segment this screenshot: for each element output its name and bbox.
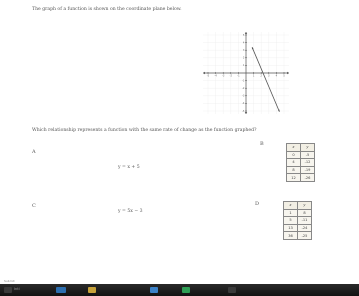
y-axis-arrow: [245, 112, 247, 114]
table-header-y: y: [298, 202, 312, 210]
app-icon[interactable]: [228, 287, 236, 293]
app-icon[interactable]: [56, 287, 66, 293]
table-cell: -26: [301, 174, 315, 182]
y-tick-label: -2: [242, 87, 245, 90]
y-axis-arrow: [245, 32, 247, 34]
y-tick-label: 2: [242, 56, 245, 60]
x-tick-label: 3: [268, 74, 270, 78]
table-cell: 5: [284, 217, 298, 225]
table-header-x: x: [284, 202, 298, 210]
app-icon[interactable]: [182, 287, 190, 293]
choice-b-letter[interactable]: B: [260, 141, 264, 147]
table-cell: -11: [298, 217, 312, 225]
x-tick-label: 1: [252, 74, 255, 78]
x-tick-label: -1: [237, 74, 240, 78]
y-tick-label: -1: [242, 79, 245, 83]
browser-icon[interactable]: [150, 287, 158, 293]
table-cell: 36: [284, 232, 298, 240]
choice-c-equation: y = 5x − 3: [118, 209, 143, 214]
y-tick-label: -5: [242, 109, 245, 113]
table-cell: 8: [298, 209, 312, 217]
x-axis-arrow: [203, 72, 205, 74]
taskbar-label: Intl: [14, 287, 20, 291]
table-cell: -19: [301, 166, 315, 174]
table-row: [287, 166, 315, 174]
choice-d-letter[interactable]: D: [255, 201, 260, 207]
table-cell: -24: [298, 224, 312, 232]
x-tick-label: -3: [222, 74, 225, 78]
table-header-row: [287, 144, 315, 152]
choice-b-table: [286, 143, 315, 182]
choice-a-equation: y = x + 5: [118, 165, 140, 170]
question-prompt: Which relationship represents a function with the same rate of change as the function graphed?: [32, 128, 257, 133]
y-tick-label: -3: [242, 94, 245, 98]
table-row: [284, 217, 312, 225]
x-tick-label: 2: [260, 74, 262, 78]
table-header-row: [284, 202, 312, 210]
x-tick-label: -4: [214, 74, 217, 78]
coordinate-plane: [200, 30, 292, 116]
x-axis-arrow: [287, 72, 289, 74]
y-tick-label: 4: [242, 41, 245, 45]
table-cell: 1: [284, 209, 298, 217]
table-header-x: x: [287, 144, 301, 152]
table-cell: -12: [301, 159, 315, 167]
x-tick-label: 5: [283, 74, 285, 78]
y-tick-label: 1: [242, 64, 245, 68]
table-row: [287, 159, 315, 167]
choice-d-table: [283, 201, 312, 240]
coordinate-graph: [200, 30, 292, 116]
taskbar: [0, 284, 359, 296]
folder-icon[interactable]: [88, 287, 96, 293]
submit-button[interactable]: Submit: [4, 279, 15, 283]
table-row: [287, 151, 315, 159]
x-tick-label: -2: [229, 74, 232, 78]
table-cell: 0: [287, 151, 301, 159]
table-cell: 13: [284, 224, 298, 232]
table-cell: 12: [287, 174, 301, 182]
table-cell: -25: [298, 232, 312, 240]
table-row: [284, 209, 312, 217]
choice-a-letter[interactable]: A: [32, 149, 36, 155]
y-tick-label: 3: [242, 49, 245, 52]
table-cell: 8: [287, 166, 301, 174]
x-tick-label: 4: [275, 74, 278, 78]
table-row: [287, 174, 315, 182]
y-tick-label: 5: [242, 33, 245, 37]
table-row: [284, 224, 312, 232]
x-tick-label: -5: [206, 74, 210, 78]
y-tick-label: -4: [242, 102, 245, 106]
function-line: [252, 47, 279, 112]
table-cell: -5: [301, 151, 315, 159]
choice-c-letter[interactable]: C: [32, 203, 36, 209]
start-icon[interactable]: [4, 287, 12, 293]
table-cell: 4: [287, 159, 301, 167]
table-header-y: y: [301, 144, 315, 152]
question-intro: The graph of a function is shown on the coordinate plane below.: [32, 7, 182, 12]
table-row: [284, 232, 312, 240]
